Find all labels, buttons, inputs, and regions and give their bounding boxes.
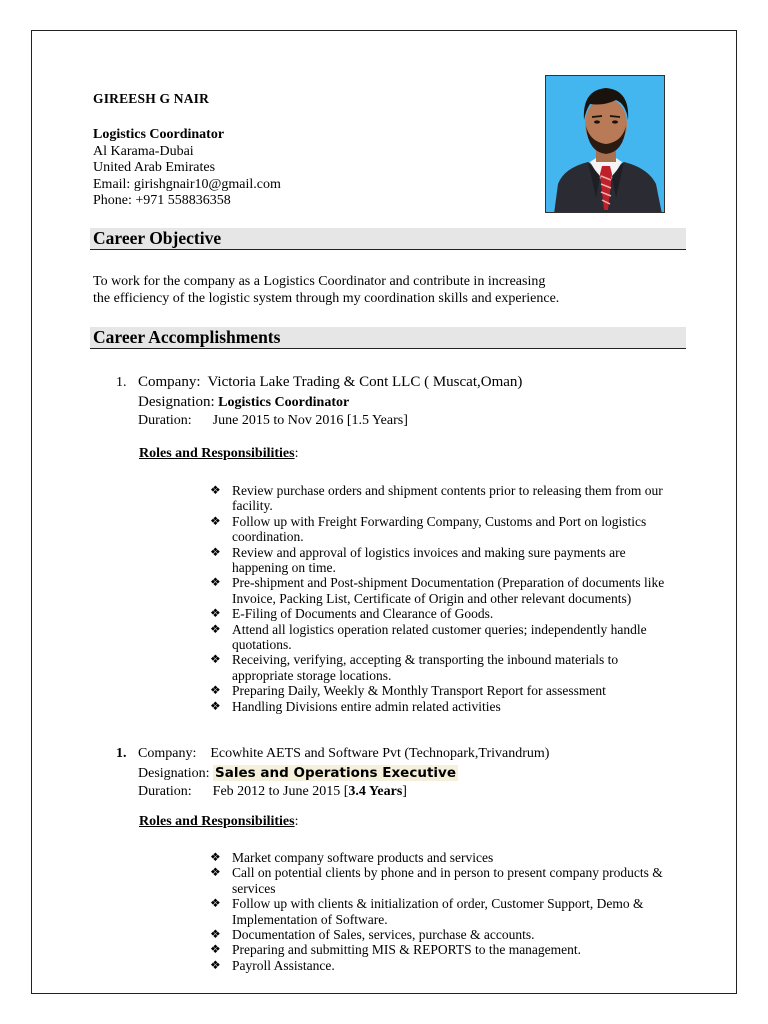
profile-photo-illustration xyxy=(546,76,665,213)
list-item: ❖ Pre-shipment and Post-shipment Documentation (Preparation of documents like Invoice, Packing List, Certificate of Origin and other relevant documents) xyxy=(210,575,665,606)
list-item: ❖ Handling Divisions entire admin related activities xyxy=(210,698,501,714)
list-item: ❖ Payroll Assistance. xyxy=(210,957,335,973)
diamond-bullet-icon: ❖ xyxy=(210,850,221,864)
job-2-roles-label: Roles and Responsibilities xyxy=(139,814,295,829)
job-2-duration-years: 3.4 Years xyxy=(348,784,403,799)
career-objective-heading xyxy=(90,228,686,250)
job-1-number: 1. xyxy=(116,375,127,390)
career-accomplishments-heading xyxy=(90,327,686,349)
diamond-bullet-icon: ❖ xyxy=(210,683,221,698)
job-1-responsibilities xyxy=(210,483,680,714)
diamond-bullet-icon: ❖ xyxy=(210,896,221,911)
diamond-bullet-icon: ❖ xyxy=(210,698,221,713)
diamond-bullet-icon: ❖ xyxy=(210,575,221,590)
diamond-bullet-icon: ❖ xyxy=(210,483,221,497)
list-item: ❖ Call on potential clients by phone and in person to present company products & services xyxy=(210,865,663,896)
diamond-bullet-icon: ❖ xyxy=(210,544,221,559)
address-line-1: Al Karama-Dubai xyxy=(93,143,194,159)
list-item: ❖ Receiving, verifying, accepting & transporting the inbound materials to appropriate storage locations. xyxy=(210,652,619,683)
list-item: ❖ Market company software products and services xyxy=(210,850,494,865)
list-item: ❖ Attend all logistics operation related customer queries; independently handle quotations. xyxy=(210,621,647,653)
diamond-bullet-icon: ❖ xyxy=(210,942,221,957)
job-2-number: 1. xyxy=(116,746,127,761)
job-1-roles-heading xyxy=(139,446,298,462)
job-2-duration-prefix: Feb 2012 to June 2015 [ xyxy=(212,784,349,799)
job-1-company-label: Company: xyxy=(138,374,201,390)
objective-line-2: the efficiency of the logistic system through my coordination skills and experience. xyxy=(93,290,560,306)
job-1-designation-label: Designation: xyxy=(138,394,215,410)
job-1-duration-label: Duration: xyxy=(138,413,192,428)
diamond-bullet-icon: ❖ xyxy=(210,621,221,636)
career-accomplishments-title: Career Accomplishments xyxy=(93,327,281,347)
diamond-bullet-icon: ❖ xyxy=(210,513,221,528)
diamond-bullet-icon: ❖ xyxy=(210,652,221,667)
objective-line-1: To work for the company as a Logistics Coordinator and contribute in increasing xyxy=(93,274,546,289)
job-1-roles-label: Roles and Responsibilities xyxy=(139,446,295,461)
job-1-designation: Logistics Coordinator xyxy=(218,395,350,410)
job-2-responsibilities xyxy=(210,850,680,973)
career-objective-text xyxy=(93,274,693,307)
list-item: ❖ Preparing and submitting MIS & REPORTS to the management. xyxy=(210,942,582,958)
list-item: ❖ Review and approval of logistics invoices and making sure payments are happening on time. xyxy=(210,544,626,576)
list-item: ❖ Follow up with Freight Forwarding Company, Customs and Port on logistics coordination. xyxy=(210,513,647,545)
list-item: ❖ Documentation of Sales, services, purchase & accounts. xyxy=(210,927,535,943)
diamond-bullet-icon: ❖ xyxy=(210,957,221,972)
job-2-designation: Sales and Operations Executive xyxy=(215,765,456,781)
job-1-duration: June 2015 to Nov 2016 [1.5 Years] xyxy=(212,413,408,428)
job-2-roles-colon: : xyxy=(294,814,299,829)
list-item: ❖ Preparing Daily, Weekly & Monthly Transport Report for assessment xyxy=(210,683,606,699)
job-1-header xyxy=(92,373,522,430)
job-2-duration-suffix: ] xyxy=(402,784,407,799)
list-item: ❖ Review purchase orders and shipment contents prior to releasing them from our facility. xyxy=(210,483,663,514)
address-line-2: United Arab Emirates xyxy=(93,160,216,176)
diamond-bullet-icon: ❖ xyxy=(210,606,221,621)
job-title: Logistics Coordinator xyxy=(93,127,225,142)
job-2-designation-label: Designation: xyxy=(138,766,210,781)
list-item: ❖ Follow up with clients & initialization of order, Customer Support, Demo & Implementation of Software. xyxy=(210,896,644,927)
job-2-company: Ecowhite AETS and Software Pvt (Technopark,Trivandrum) xyxy=(210,746,550,761)
diamond-bullet-icon: ❖ xyxy=(210,927,221,942)
job-2-roles-heading xyxy=(139,814,298,830)
job-2-duration-label: Duration: xyxy=(138,784,192,799)
email-line: Email: girishgnair10@gmail.com xyxy=(93,176,281,192)
candidate-name: GIREESH G NAIR xyxy=(93,91,210,106)
job-1-roles-colon: : xyxy=(294,446,299,461)
job-2-company-label: Company: xyxy=(138,746,197,761)
phone-line: Phone: +971 558836358 xyxy=(93,193,231,209)
profile-photo xyxy=(545,75,665,213)
job-2-header xyxy=(92,745,549,801)
career-objective-title: Career Objective xyxy=(93,228,222,248)
diamond-bullet-icon: ❖ xyxy=(210,865,221,880)
contact-block xyxy=(93,127,281,210)
list-item: ❖ E-Filing of Documents and Clearance of Goods. xyxy=(210,606,494,622)
job-1-company: Victoria Lake Trading & Cont LLC ( Muscat,Oman) xyxy=(207,374,523,390)
